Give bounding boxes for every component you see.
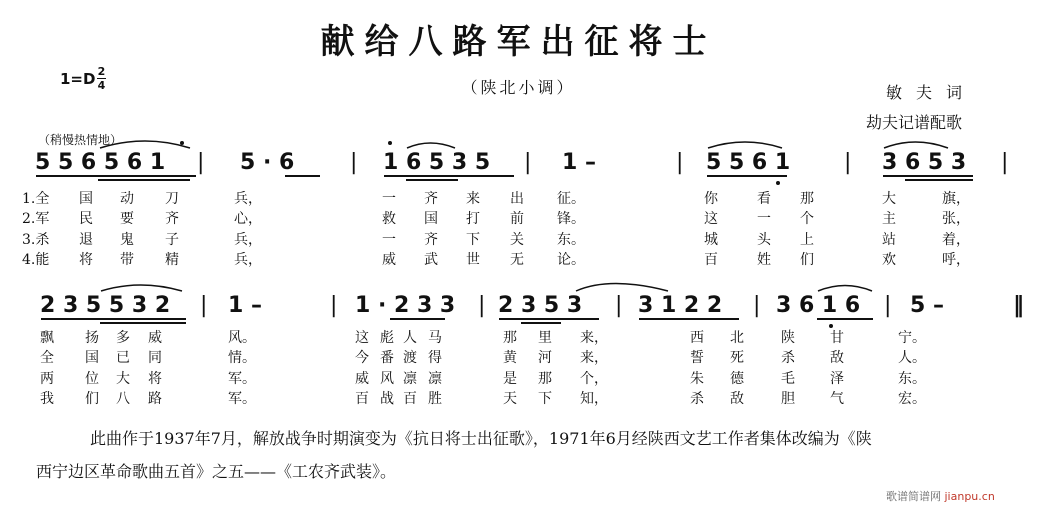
lyric-syllable: 一: [757, 211, 771, 228]
lyric-syllable: 出: [510, 191, 524, 207]
song-title: 献给八路军出征将士: [320, 22, 717, 62]
lyric-syllable: 国: [85, 350, 99, 367]
lyric-syllable: 将: [148, 370, 162, 387]
lyric-syllable: 军。: [228, 370, 256, 387]
lyric-syllable: 张，: [942, 211, 970, 228]
lyric-syllable: 精: [165, 251, 179, 268]
meter-numerator: 2: [97, 65, 106, 78]
lyric-syllable: 毛: [781, 370, 795, 387]
lyric-syllable: 扬: [85, 330, 99, 346]
lyric-syllable: 百: [355, 390, 369, 407]
lyric-syllable: 多: [116, 330, 130, 346]
lyric-syllable: 杀: [781, 350, 795, 367]
lyric-syllable: 朱: [690, 370, 704, 387]
measure-2-3: 1 · 2 3 3: [355, 293, 456, 318]
lyric-syllable: 们: [85, 390, 99, 407]
meter-denominator: 4: [97, 79, 106, 92]
lyric-syllable: 两: [40, 370, 54, 387]
lyric-syllable: 情。: [228, 350, 256, 367]
lyric-syllable: 威: [355, 370, 369, 387]
lyric-syllable: 番: [380, 350, 394, 367]
lyric-syllable: 救: [382, 211, 396, 228]
lyric-syllable: 凛: [403, 370, 417, 387]
lyric-syllable: 敌: [730, 390, 744, 407]
lyric-syllable: 我: [40, 390, 54, 407]
measure-1-5: 5 5 6 1: [706, 150, 791, 175]
lyric-syllable: 欢: [882, 251, 896, 268]
lyric-syllable: 风: [380, 370, 394, 387]
lyric-syllable: 这: [704, 211, 718, 228]
lyric-syllable: 姓: [757, 251, 771, 268]
measure-2-2: 1 –: [228, 293, 262, 318]
tempo-marking: （稍慢热情地）: [38, 133, 123, 147]
lyric-syllable: 百: [403, 390, 417, 407]
lyricist-credit: 敏夫词: [886, 83, 977, 102]
lyric-syllable: 下: [538, 390, 552, 407]
lyric-syllable: 百: [704, 251, 718, 268]
lyric-syllable: 世: [466, 251, 480, 268]
lyric-syllable: 今: [355, 350, 369, 367]
final-barline: ‖: [1013, 293, 1024, 318]
barline: |: [844, 150, 852, 175]
lyric-syllable: 杀: [690, 390, 704, 407]
lyric-syllable: 胆: [781, 390, 795, 407]
lyric-syllable: 3.杀: [22, 231, 50, 248]
lyric-syllable: 大: [116, 370, 130, 387]
lyric-syllable: 城: [704, 231, 718, 248]
lyric-syllable: 陕: [781, 330, 795, 346]
barline: |: [753, 293, 761, 318]
measure-2-6: 3 6 1 6: [776, 293, 861, 318]
arranger-credit: 劫夫记谱配歌: [866, 113, 963, 132]
lyric-syllable: 知，: [580, 390, 608, 407]
measure-1-6: 3 6 5 3: [882, 150, 967, 175]
key-signature: 1=D: [60, 70, 96, 88]
lyric-syllable: 旗，: [942, 191, 970, 207]
lyric-syllable: 一: [382, 231, 396, 248]
measure-1-4: 1 –: [562, 150, 596, 175]
lyric-syllable: 兵，: [234, 251, 262, 268]
barline: |: [478, 293, 486, 318]
lyric-syllable: 1.全: [22, 191, 50, 207]
lyric-syllable: 前: [510, 211, 524, 228]
footnote-line-1: 此曲作于1937年7月，解放战争时期演变为《抗日将士出征歌》，1971年6月经陕西文艺工作者集体改编为《陕: [90, 429, 872, 448]
lyric-syllable: 个，: [580, 370, 608, 387]
lyric-syllable: 带: [120, 251, 134, 268]
lyric-syllable: 们: [800, 251, 814, 268]
measure-2-1: 2 3 5 5 3 2: [40, 293, 171, 318]
lyric-syllable: 胜: [428, 390, 442, 407]
lyric-syllable: 死: [730, 350, 744, 367]
lyric-syllable: 人。: [898, 350, 926, 367]
lyric-syllable: 敌: [830, 350, 844, 367]
lyric-syllable: 刀: [165, 191, 179, 207]
lyric-syllable: 黄: [503, 350, 517, 367]
lyric-syllable: 大: [882, 191, 896, 207]
lyric-syllable: 站: [882, 231, 896, 248]
lyric-syllable: 那: [800, 191, 814, 207]
lyric-syllable: 一: [382, 191, 396, 207]
lyric-syllable: 天: [503, 390, 517, 407]
lyric-syllable: 同: [148, 350, 162, 367]
lyric-syllable: 无: [510, 251, 524, 268]
lyric-syllable: 宏。: [898, 390, 926, 407]
lyric-syllable: 来，: [580, 350, 608, 367]
barline: |: [200, 293, 208, 318]
lyric-syllable: 气: [830, 390, 844, 407]
lyric-syllable: 河: [538, 350, 552, 367]
measure-2-7: 5 –: [910, 293, 944, 318]
footnote-line-2: 西宁边区革命歌曲五首》之五——《工农齐武装》。: [36, 462, 397, 481]
barline: |: [676, 150, 684, 175]
lyric-syllable: 个: [800, 211, 814, 228]
lyric-syllable: 得: [428, 350, 442, 367]
lyric-syllable: 征。: [557, 191, 585, 207]
song-subtitle: （陕北小调）: [461, 78, 576, 97]
lyric-syllable: 威: [148, 330, 162, 346]
lyric-syllable: 头: [757, 231, 771, 248]
lyric-syllable: 主: [882, 211, 896, 228]
lyric-syllable: 是: [503, 370, 517, 387]
measure-2-5: 3 1 2 2: [638, 293, 723, 318]
lyric-syllable: 人: [403, 330, 417, 346]
measure-2-4: 2 3 5 3: [498, 293, 583, 318]
lyric-syllable: 子: [165, 231, 179, 248]
barline: |: [524, 150, 532, 175]
lyric-syllable: 退: [79, 231, 93, 248]
lyric-syllable: 国: [79, 191, 93, 207]
lyric-syllable: 齐: [424, 231, 438, 248]
lyric-syllable: 那: [538, 370, 552, 387]
lyric-syllable: 来: [466, 191, 480, 207]
lyric-syllable: 西: [690, 330, 704, 346]
lyric-syllable: 誓: [690, 350, 704, 367]
lyric-syllable: 着，: [942, 231, 970, 248]
lyric-syllable: 上: [800, 231, 814, 248]
lyric-syllable: 来，: [580, 330, 608, 346]
measure-1-3: 1 6 5 3 5: [383, 150, 491, 175]
watermark-site: 歌谱简谱网: [886, 490, 941, 503]
lyric-syllable: 东。: [557, 231, 585, 248]
lyric-syllable: 八: [116, 390, 130, 407]
lyric-syllable: 宁。: [898, 330, 926, 346]
lyric-syllable: 渡: [403, 350, 417, 367]
lyric-syllable: 齐: [424, 191, 438, 207]
lyric-syllable: 关: [510, 231, 524, 248]
lyric-syllable: 下: [466, 231, 480, 248]
lyric-syllable: 里: [538, 330, 552, 346]
lyric-syllable: 齐: [165, 211, 179, 228]
lyric-syllable: 兵，: [234, 231, 262, 248]
barline: |: [197, 150, 205, 175]
lyric-syllable: 德: [730, 370, 744, 387]
lyric-syllable: 北: [730, 330, 744, 346]
lyric-syllable: 位: [85, 370, 99, 387]
lyric-syllable: 凛: [428, 370, 442, 387]
lyric-syllable: 风。: [228, 330, 256, 346]
lyric-syllable: 4.能: [22, 251, 50, 268]
lyric-syllable: 威: [382, 251, 396, 268]
lyric-syllable: 将: [79, 251, 93, 268]
lyric-syllable: 武: [424, 251, 438, 268]
lyric-syllable: 路: [148, 390, 162, 407]
lyric-syllable: 彪: [380, 330, 394, 346]
measure-1-1: 5 5 6 5 6 1: [35, 150, 166, 175]
lyric-syllable: 打: [466, 211, 480, 228]
barline: |: [615, 293, 623, 318]
lyric-syllable: 要: [120, 211, 134, 228]
lyric-syllable: 那: [503, 330, 517, 346]
lyric-syllable: 鬼: [120, 231, 134, 248]
lyric-syllable: 飘: [40, 330, 54, 346]
lyric-syllable: 马: [428, 330, 442, 346]
lyric-syllable: 论。: [557, 251, 585, 268]
barline: |: [1001, 150, 1009, 175]
lyric-syllable: 动: [120, 191, 134, 207]
lyric-syllable: 你: [704, 191, 718, 207]
lyric-syllable: 全: [40, 350, 54, 367]
watermark: [886, 488, 995, 504]
lyric-syllable: 东。: [898, 370, 926, 387]
barline: |: [330, 293, 338, 318]
barline: |: [884, 293, 892, 318]
lyric-syllable: 甘: [830, 330, 844, 346]
lyric-syllable: 心，: [234, 211, 262, 228]
barline: |: [350, 150, 358, 175]
measure-1-2: 5 · 6: [240, 150, 295, 175]
lyric-syllable: 看: [757, 191, 771, 207]
lyric-syllable: 民: [79, 211, 93, 228]
lyric-syllable: 已: [116, 350, 130, 367]
lyric-syllable: 国: [424, 211, 438, 228]
lyric-syllable: 这: [355, 330, 369, 346]
lyric-syllable: 锋。: [557, 211, 585, 228]
watermark-url: jianpu.cn: [944, 490, 995, 503]
lyric-syllable: 军。: [228, 390, 256, 407]
lyric-syllable: 兵，: [234, 191, 262, 207]
lyric-syllable: 战: [380, 390, 394, 407]
lyric-syllable: 呼，: [942, 251, 970, 268]
lyric-syllable: 2.军: [22, 211, 50, 228]
lyric-syllable: 泽: [830, 370, 844, 387]
